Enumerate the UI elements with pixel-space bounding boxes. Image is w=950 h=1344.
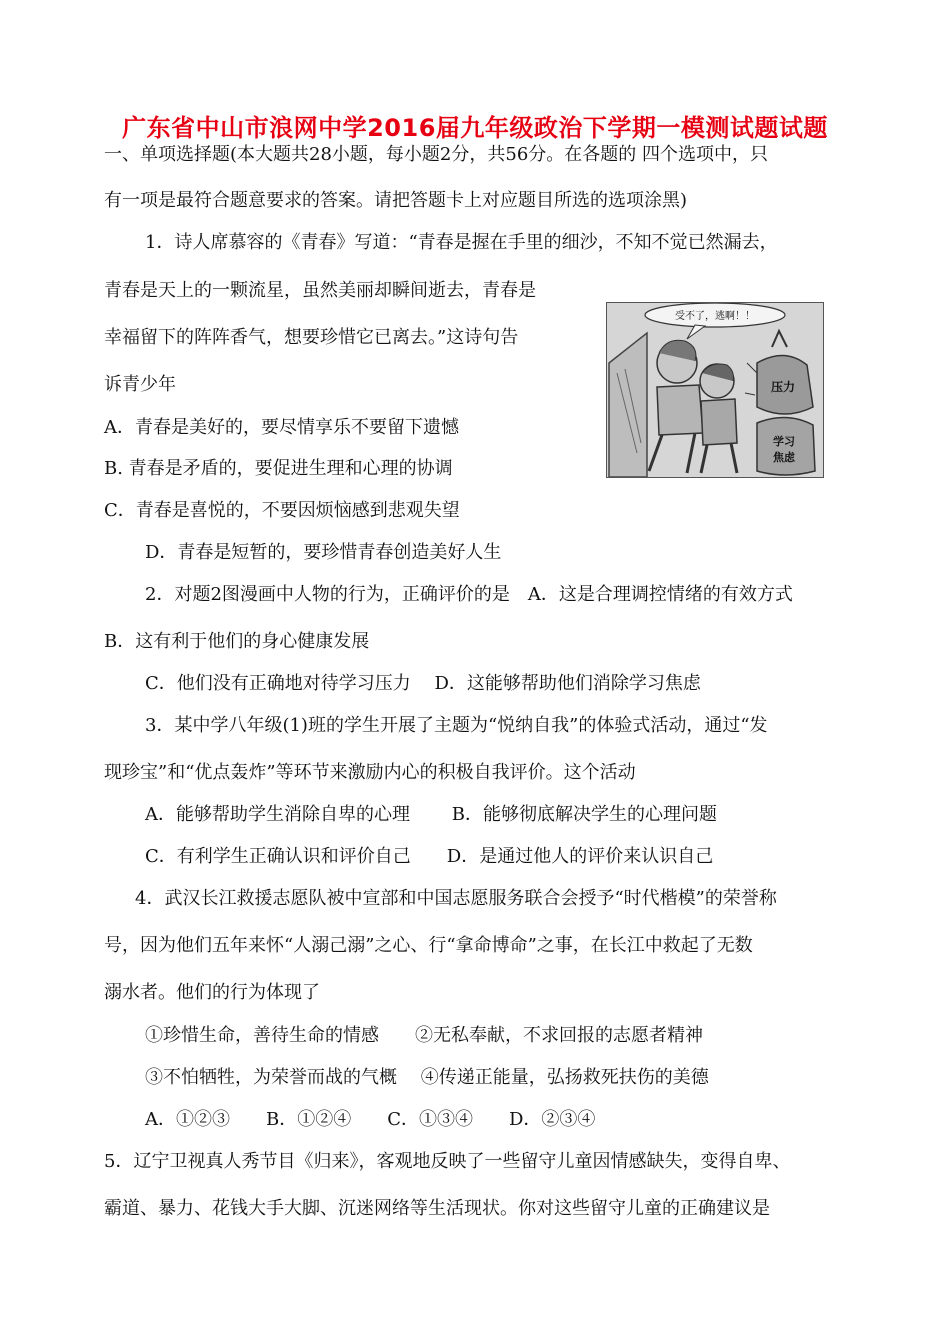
- text-line: 4．武汉长江救援志愿队被中宣部和中国志愿服务联合会授予“时代楷模”的荣誉称: [135, 888, 777, 909]
- document-title: 广东省中山市浪网中学2016届九年级政治下学期一模测试题试题: [122, 114, 828, 142]
- text-line: 一、单项选择题(本大题共28小题，每小题2分，共56分。在各题的 四个选项中，只: [104, 144, 769, 165]
- cartoon-label-pressure: 压力: [771, 380, 796, 394]
- option-line: D．青春是短暂的，要珍惜青春创造美好人生: [145, 542, 502, 563]
- option-line: ①珍惜生命，善待生命的情感 ②无私奉献，不求回报的志愿者精神: [145, 1025, 703, 1046]
- text-line: 2．对题2图漫画中人物的行为，正确评价的是 A．这是合理调控情绪的有效方式: [145, 584, 793, 605]
- option-line: C．他们没有正确地对待学习压力 D．这能够帮助他们消除学习焦虑: [145, 673, 701, 694]
- text-line: 现珍宝”和“优点轰炸”等环节来激励内心的积极自我评价。这个活动: [104, 762, 636, 783]
- text-line: 5．辽宁卫视真人秀节目《归来》，客观地反映了一些留守儿童因情感缺失，变得自卑、: [104, 1151, 791, 1172]
- option-line: B．这有利于他们的身心健康发展: [104, 631, 370, 652]
- cartoon-speech: 受不了，逃啊！！: [675, 311, 755, 322]
- text-line: 号，因为他们五年来怀“人溺己溺”之心、行“拿命博命”之事，在长江中救起了无数: [104, 935, 753, 956]
- option-line: ③不怕牺牲，为荣誉而战的气概 ④传递正能量，弘扬救死扶伤的美德: [145, 1067, 709, 1088]
- option-line: A．青春是美好的，要尽情享乐不要留下遗憾: [104, 417, 459, 438]
- option-line: C．青春是喜悦的，不要因烦恼感到悲观失望: [104, 500, 460, 521]
- cartoon-label-anxiety-1: 学习: [773, 435, 795, 448]
- option-line: C．有利学生正确认识和评价自己 D．是通过他人的评价来认识自己: [145, 846, 714, 867]
- cartoon-label-anxiety-2: 焦虑: [773, 451, 795, 464]
- cartoon-image: [606, 302, 824, 478]
- text-line: 诉青少年: [104, 374, 176, 395]
- text-line: 溺水者。他们的行为体现了: [104, 982, 320, 1003]
- text-line: 幸福留下的阵阵香气，想要珍惜它已离去。”这诗句告: [104, 327, 519, 348]
- text-line: 有一项是最符合题意要求的答案。请把答题卡上对应题目所选的选项涂黑): [104, 190, 688, 211]
- option-line: B. 青春是矛盾的，要促进生理和心理的协调: [104, 458, 453, 479]
- text-line: 1．诗人席慕容的《青春》写道：“青春是握在手里的细沙，不知不觉已然漏去，: [145, 232, 778, 253]
- text-line: 霸道、暴力、花钱大手大脚、沉迷网络等生活现状。你对这些留守儿童的正确建议是: [104, 1198, 770, 1219]
- option-line: A．①②③ B．①②④ C．①③④ D．②③④: [145, 1109, 596, 1130]
- option-line: A．能够帮助学生消除自卑的心理 B．能够彻底解决学生的心理问题: [145, 804, 717, 825]
- text-line: 青春是天上的一颗流星，虽然美丽却瞬间逝去，青春是: [104, 280, 536, 301]
- text-line: 3．某中学八年级(1)班的学生开展了主题为“悦纳自我”的体验式活动，通过“发: [145, 715, 768, 736]
